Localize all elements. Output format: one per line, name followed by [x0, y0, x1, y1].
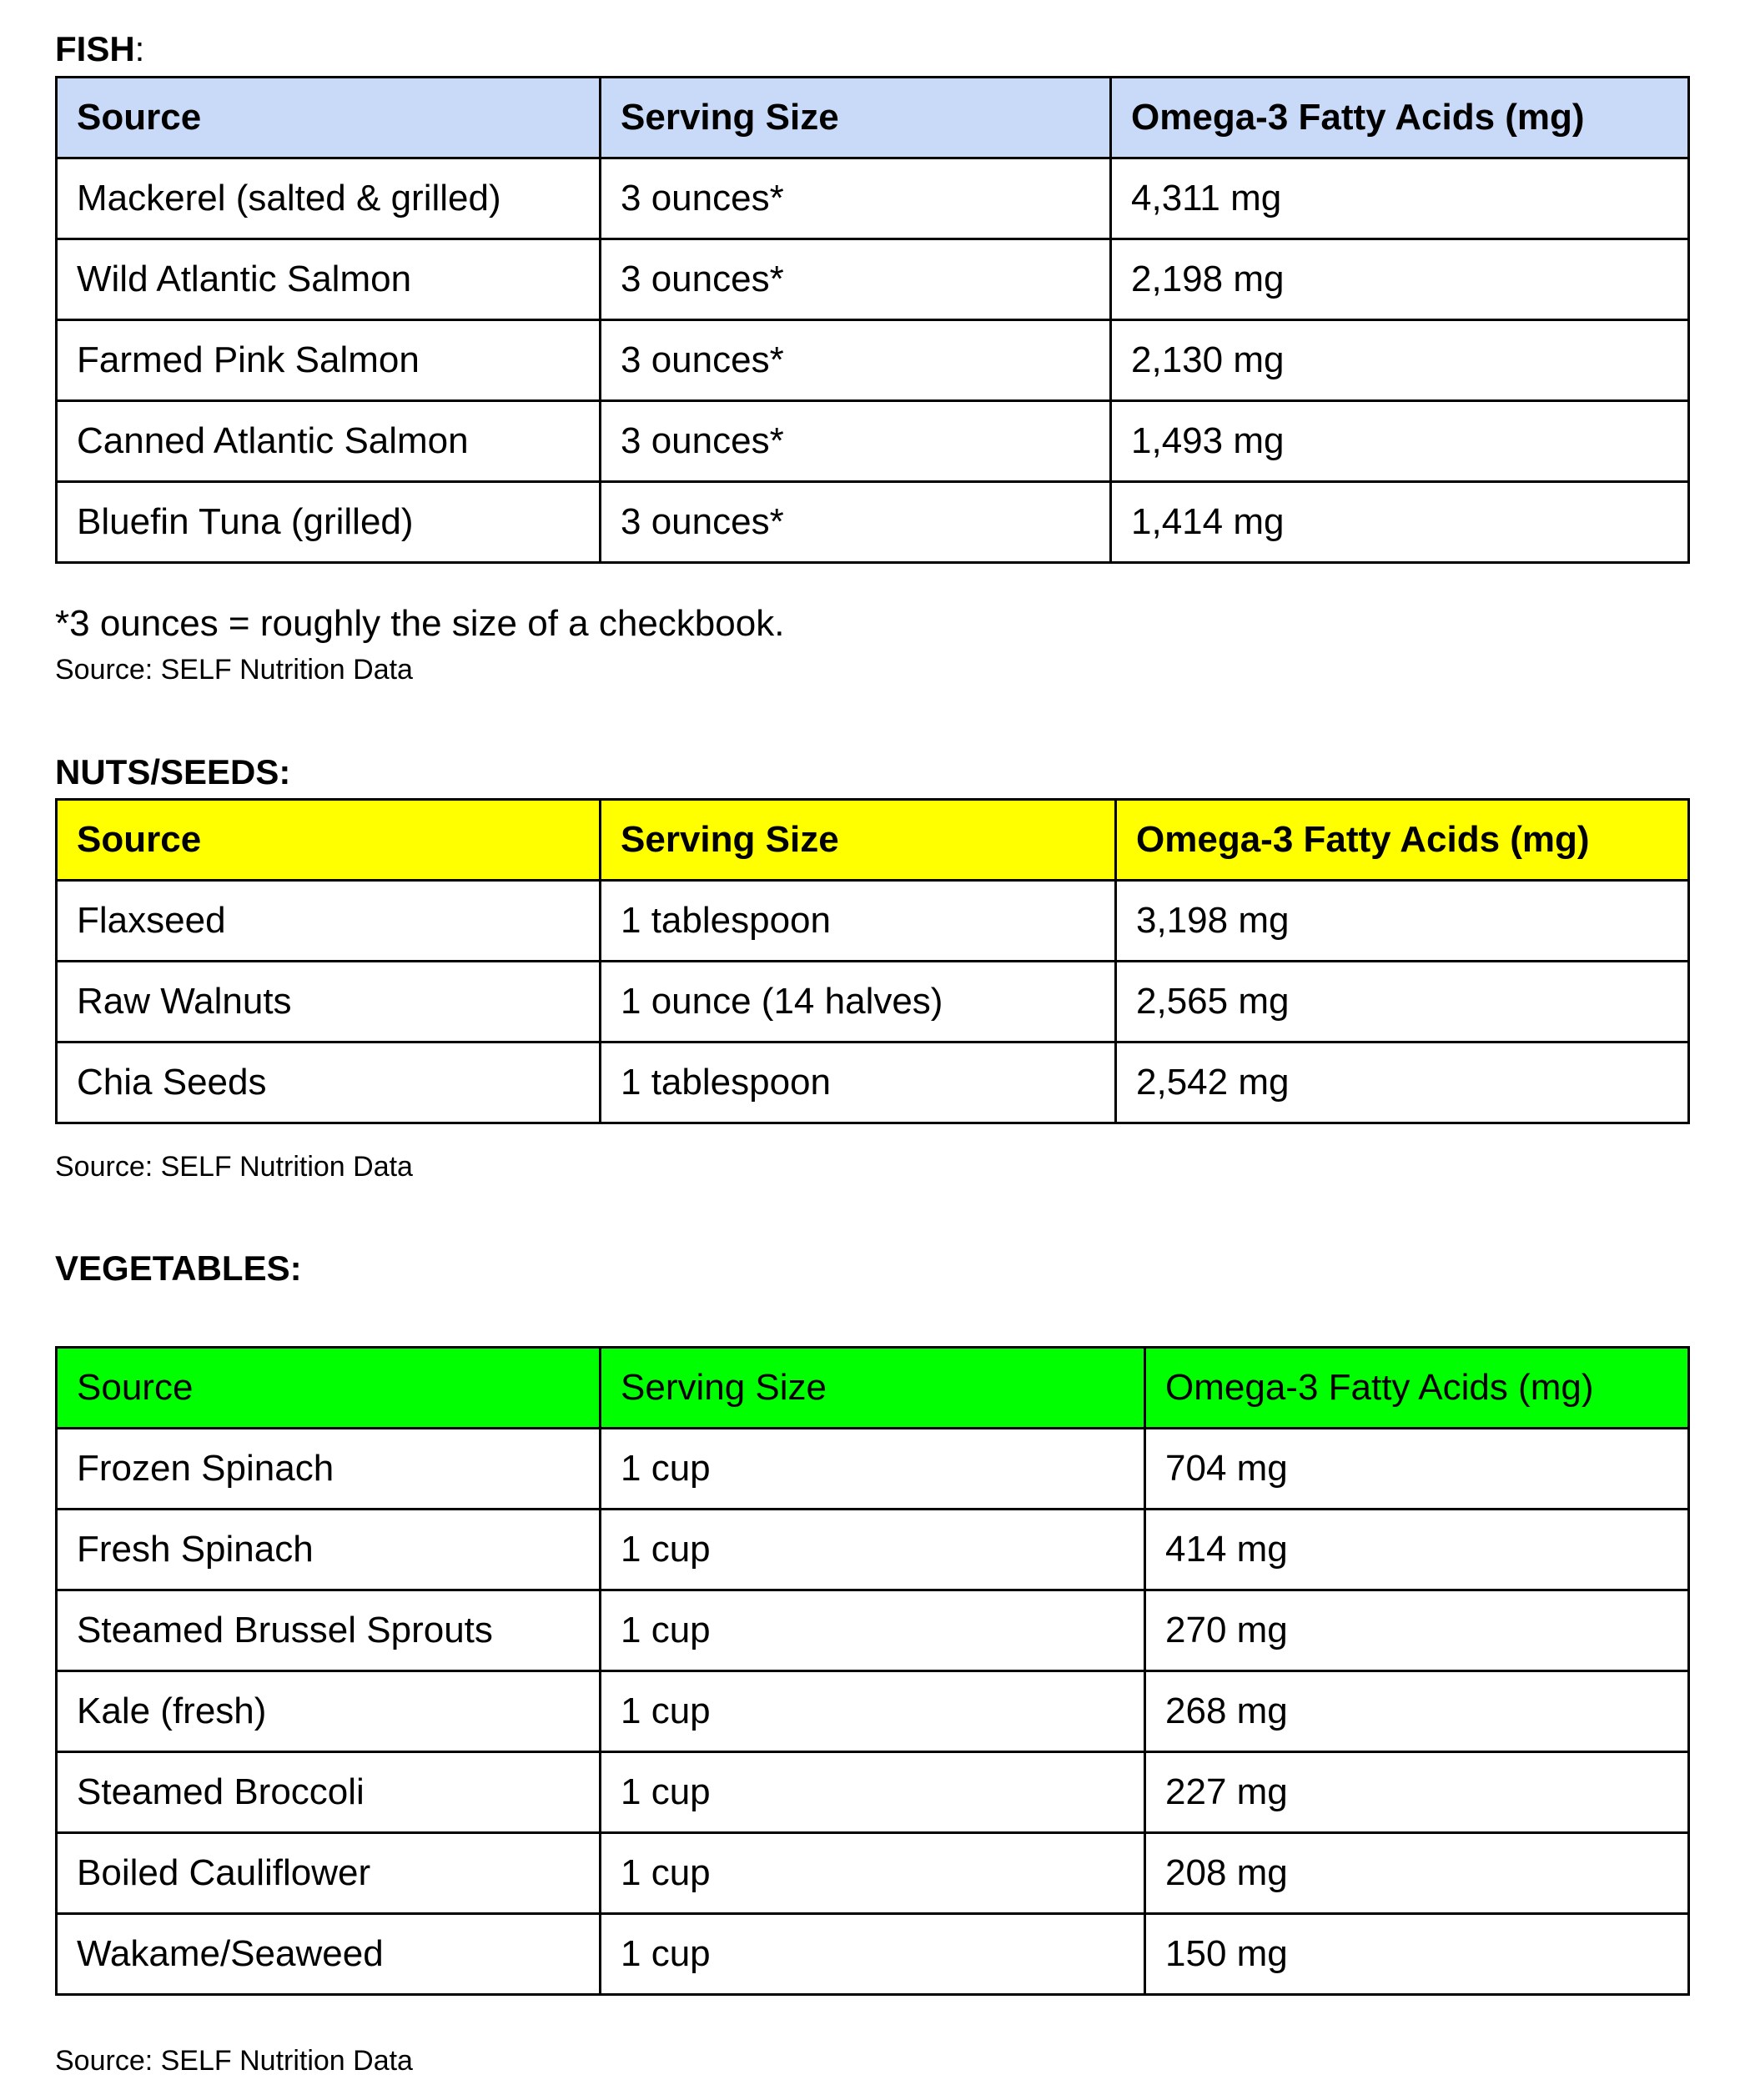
cell-omega-3: 270 mg — [1145, 1590, 1689, 1671]
cell-omega-3: 1,493 mg — [1111, 401, 1689, 482]
fish-heading-colon: : — [134, 29, 145, 68]
cell-omega-3: 208 mg — [1145, 1833, 1689, 1914]
nuts-heading: NUTS/SEEDS: — [55, 752, 291, 791]
table-row — [57, 158, 1689, 239]
header-serving-size: Serving Size — [601, 78, 1111, 158]
cell-serving-size: 3 ounces* — [601, 239, 1111, 320]
fish-source-note: Source: SELF Nutrition Data — [55, 654, 413, 686]
cell-source: Steamed Brussel Sprouts — [57, 1590, 601, 1671]
cell-serving-size: 1 ounce (14 halves) — [601, 962, 1116, 1042]
cell-omega-3: 3,198 mg — [1116, 881, 1689, 962]
cell-source: Boiled Cauliflower — [57, 1833, 601, 1914]
cell-source: Fresh Spinach — [57, 1510, 601, 1590]
cell-serving-size: 1 cup — [601, 1833, 1145, 1914]
cell-source: Raw Walnuts — [57, 962, 601, 1042]
cell-omega-3: 2,565 mg — [1116, 962, 1689, 1042]
cell-source: Chia Seeds — [57, 1042, 601, 1123]
cell-serving-size: 3 ounces* — [601, 401, 1111, 482]
table-row — [57, 1510, 1689, 1590]
header-serving-size: Serving Size — [601, 1348, 1145, 1429]
header-serving-size: Serving Size — [601, 800, 1116, 881]
header-omega-3: Omega-3 Fatty Acids (mg) — [1111, 78, 1689, 158]
table-row — [57, 401, 1689, 482]
table-row — [57, 1042, 1689, 1123]
cell-serving-size: 1 cup — [601, 1752, 1145, 1833]
fish-table-header — [57, 78, 1689, 158]
table-row — [57, 482, 1689, 563]
cell-omega-3: 414 mg — [1145, 1510, 1689, 1590]
table-row — [57, 320, 1689, 401]
cell-serving-size: 1 cup — [601, 1671, 1145, 1752]
table-row — [57, 1429, 1689, 1510]
cell-omega-3: 2,198 mg — [1111, 239, 1689, 320]
cell-serving-size: 1 cup — [601, 1590, 1145, 1671]
header-omega-3: Omega-3 Fatty Acids (mg) — [1145, 1348, 1689, 1429]
nuts-table-header — [57, 800, 1689, 881]
nuts-table — [55, 798, 1690, 1124]
fish-heading-label: FISH — [55, 29, 135, 68]
cell-source: Kale (fresh) — [57, 1671, 601, 1752]
cell-source: Wild Atlantic Salmon — [57, 239, 601, 320]
table-row — [57, 239, 1689, 320]
cell-serving-size: 1 cup — [601, 1914, 1145, 1995]
cell-serving-size: 3 ounces* — [601, 158, 1111, 239]
cell-serving-size: 1 cup — [601, 1510, 1145, 1590]
table-row — [57, 1752, 1689, 1833]
cell-omega-3: 704 mg — [1145, 1429, 1689, 1510]
cell-serving-size: 1 tablespoon — [601, 881, 1116, 962]
cell-omega-3: 1,414 mg — [1111, 482, 1689, 563]
cell-omega-3: 227 mg — [1145, 1752, 1689, 1833]
cell-source: Bluefin Tuna (grilled) — [57, 482, 601, 563]
cell-source: Mackerel (salted & grilled) — [57, 158, 601, 239]
header-source: Source — [57, 1348, 601, 1429]
cell-source: Wakame/Seaweed — [57, 1914, 601, 1995]
vegetables-table — [55, 1346, 1690, 1996]
cell-omega-3: 2,130 mg — [1111, 320, 1689, 401]
cell-omega-3: 2,542 mg — [1116, 1042, 1689, 1123]
table-row — [57, 1671, 1689, 1752]
header-source: Source — [57, 78, 601, 158]
cell-serving-size: 3 ounces* — [601, 320, 1111, 401]
cell-source: Flaxseed — [57, 881, 601, 962]
cell-serving-size: 3 ounces* — [601, 482, 1111, 563]
table-row — [57, 1914, 1689, 1995]
cell-serving-size: 1 tablespoon — [601, 1042, 1116, 1123]
cell-source: Frozen Spinach — [57, 1429, 601, 1510]
table-row — [57, 881, 1689, 962]
cell-source: Steamed Broccoli — [57, 1752, 601, 1833]
table-row — [57, 962, 1689, 1042]
nuts-source-note: Source: SELF Nutrition Data — [55, 1151, 413, 1183]
cell-source: Farmed Pink Salmon — [57, 320, 601, 401]
table-row — [57, 1833, 1689, 1914]
cell-omega-3: 4,311 mg — [1111, 158, 1689, 239]
vegetables-table-header — [57, 1348, 1689, 1429]
cell-omega-3: 150 mg — [1145, 1914, 1689, 1995]
cell-source: Canned Atlantic Salmon — [57, 401, 601, 482]
cell-serving-size: 1 cup — [601, 1429, 1145, 1510]
header-source: Source — [57, 800, 601, 881]
vegetables-source-note: Source: SELF Nutrition Data — [55, 2045, 413, 2077]
table-row — [57, 1590, 1689, 1671]
fish-table — [55, 76, 1690, 564]
cell-omega-3: 268 mg — [1145, 1671, 1689, 1752]
fish-heading — [55, 29, 145, 68]
header-omega-3: Omega-3 Fatty Acids (mg) — [1116, 800, 1689, 881]
vegetables-heading: VEGETABLES: — [55, 1248, 302, 1288]
fish-footnote: *3 ounces = roughly the size of a checkbook. — [55, 603, 785, 644]
